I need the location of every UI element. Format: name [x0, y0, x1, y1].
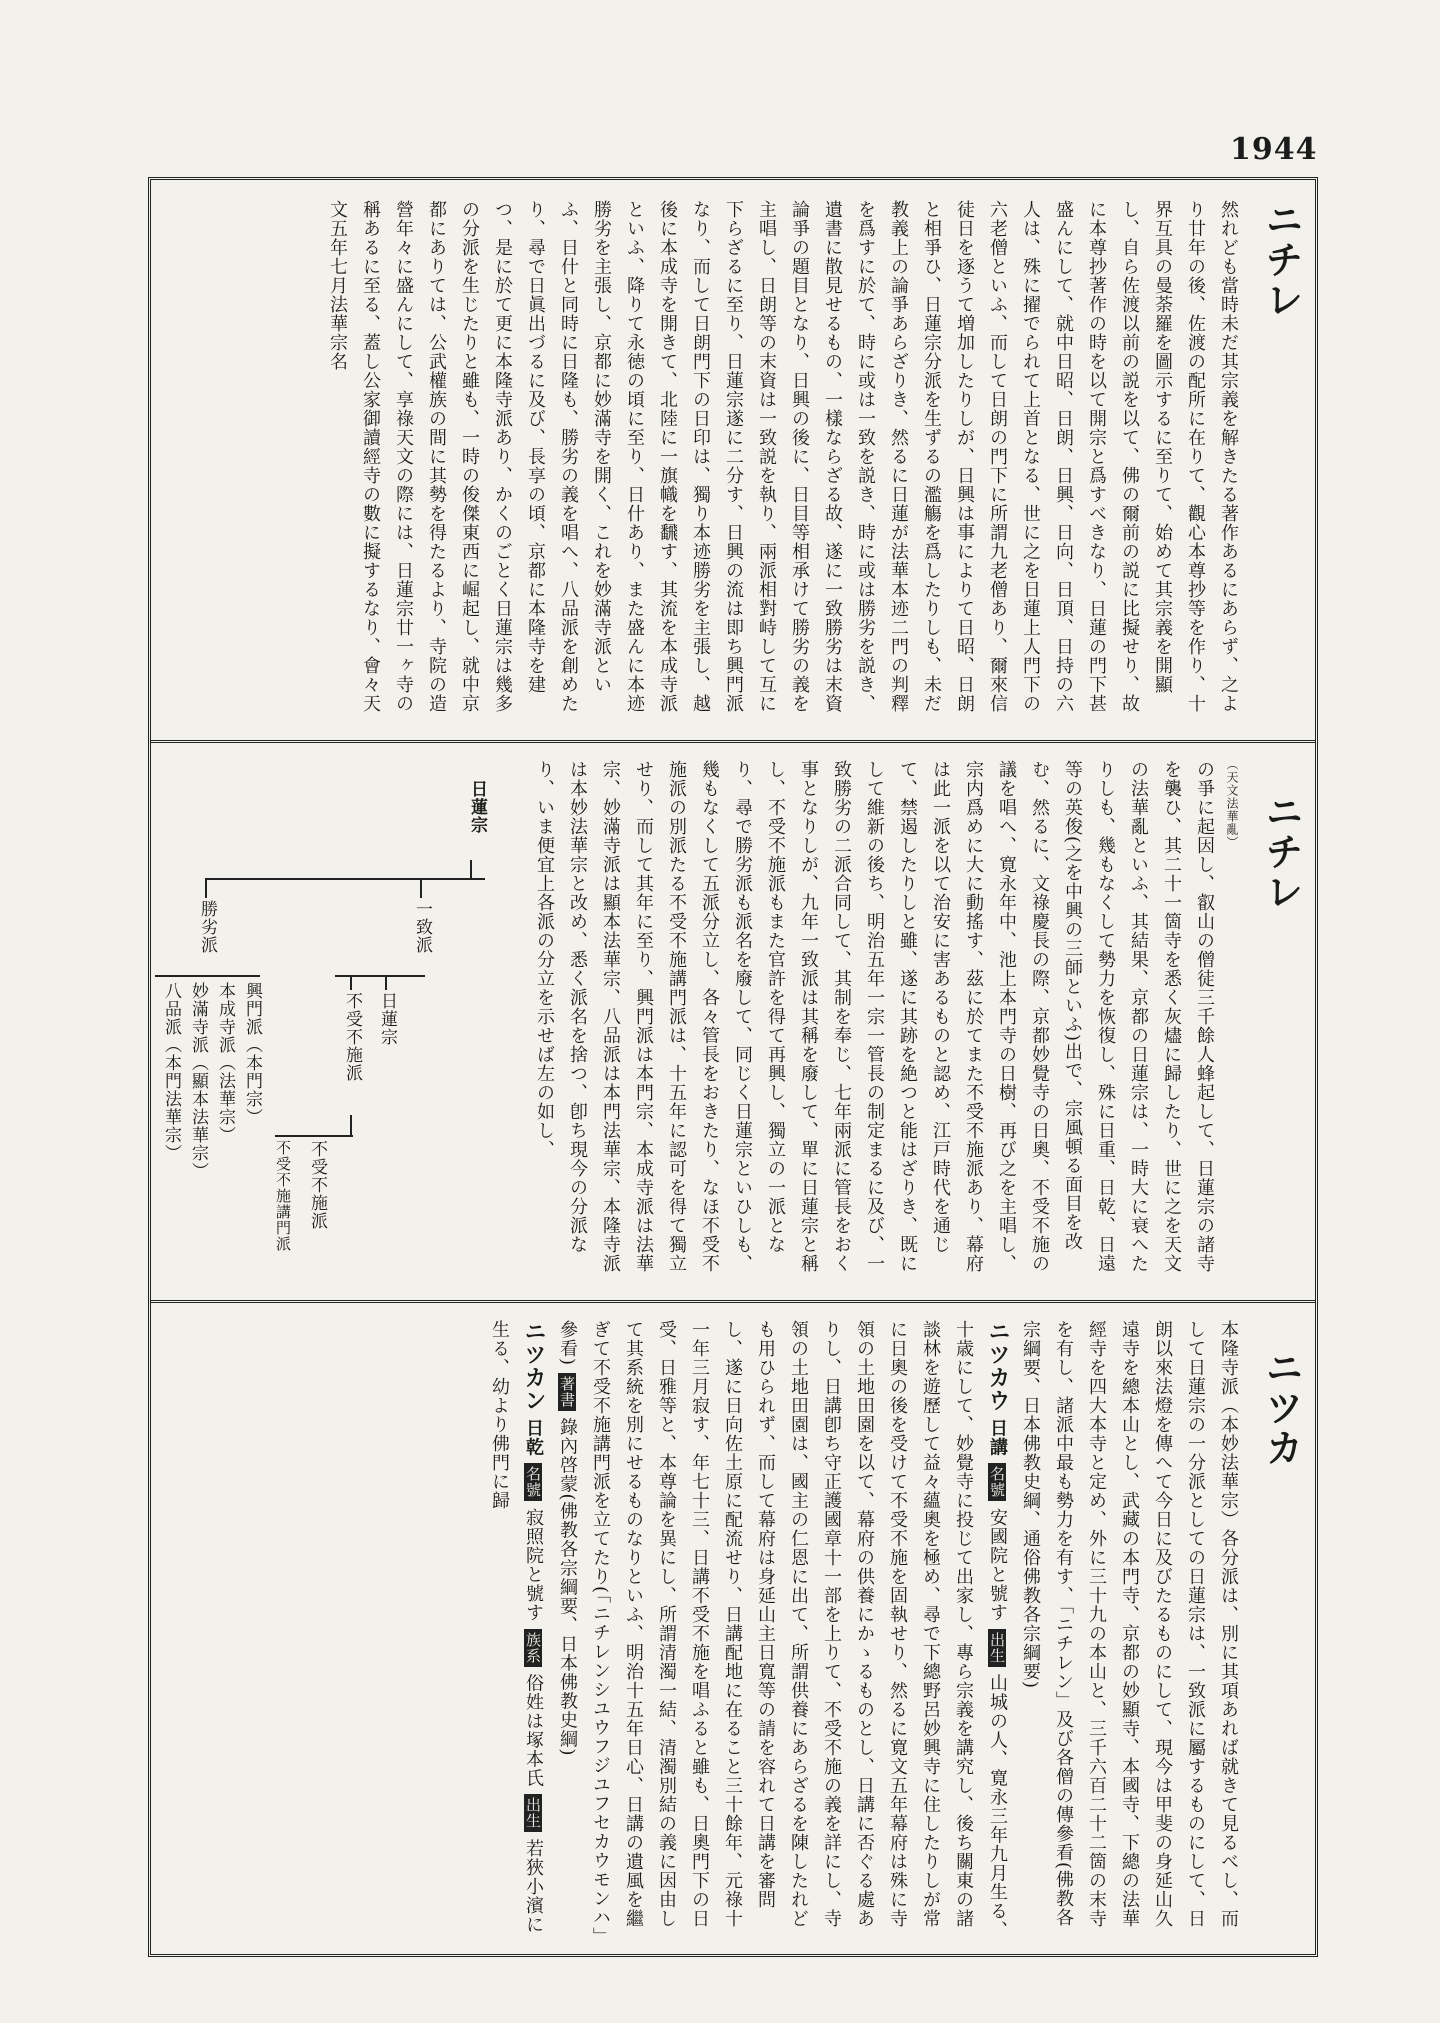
tree-line [205, 878, 485, 880]
label-box: 名號 [524, 1463, 542, 1501]
entry-nikkan-heading: ニツカン [521, 1320, 546, 1412]
tree-fujufuse: 不受不施派 [342, 992, 362, 1082]
sect-summary-paragraph: 各分派は、別に其項あれば就きて見るべし、而して日蓮宗の一分派としての日蓮宗は、一致派に屬するものにして、日朗以來法燈を傳へて今日に及びたるものにして、現今は甲斐の身延山久遠寺を總本山とし、武藏の本門寺、京都の妙顯寺、本國寺、下總の法華經寺を四大本寺と定め、外に三十九の本山と、三千六百二十二箇の末寺を有し、諸派中最も勢力を有す、「ニチレン」及び各僧の傳參看(佛教各宗綱要、日本佛教史綱、通俗佛教各宗綱要) [1020, 1320, 1239, 1928]
sect-tree-diagram [161, 760, 495, 1280]
label-box: 名號 [988, 1463, 1006, 1501]
tree-shoretsu: 勝劣派 [197, 900, 217, 954]
tree-fujufuse-child: 不受不施派 [307, 1140, 327, 1230]
tree-komon: 興門派（本門宗） [242, 982, 262, 1126]
tree-line [385, 975, 387, 990]
margin-caption: （天文法華亂） [1225, 758, 1239, 849]
heading-nitsuka: ニツカ [1259, 1348, 1303, 1468]
label-box: 出生 [524, 1794, 542, 1832]
entry-nikko-heading: ニツカウ [985, 1320, 1010, 1412]
label-box: 出生 [988, 1629, 1006, 1667]
section-history [165, 200, 1245, 720]
tree-line [470, 860, 472, 880]
tree-honjoji: 本成寺派（法華宗） [215, 982, 235, 1144]
label-box: 族系 [524, 1629, 542, 1667]
page-frame [148, 177, 1318, 1957]
honryuji-entry: 本隆寺派（本妙法華宗） [1218, 1320, 1239, 1529]
tree-fujufuse-koumon: 不受不施講門派 [274, 1140, 292, 1252]
tree-line [350, 1115, 352, 1135]
entry-nikko-name: 日講 [987, 1418, 1008, 1457]
entry-nikko-title: 安國院と號す [987, 1508, 1008, 1623]
section-divider [151, 740, 1315, 743]
entry-nikkan-body: 若狹小濱に生る、幼より佛門に歸 [489, 1320, 544, 1935]
tree-line [335, 975, 425, 977]
tree-line [155, 975, 260, 977]
heading-nichire-top: ニチレ [1259, 200, 1303, 320]
entry-nikko-works: 錄內啓蒙(佛教各宗綱要、日本佛教史綱) [557, 1417, 578, 1757]
entry-nikkan-title: 寂照院と號す [523, 1508, 544, 1623]
tree-root: 日蓮宗 [467, 780, 487, 834]
entries-column [165, 1320, 1245, 1940]
section-divider [151, 1300, 1315, 1303]
tree-line [350, 975, 352, 990]
entry-nikkan-family: 俗姓は塚本氏 [523, 1673, 544, 1788]
tree-nichiren: 日蓮宗 [377, 992, 397, 1046]
entry-nikkan-name: 日乾 [523, 1418, 544, 1457]
tree-line [275, 1135, 353, 1137]
section-entries [165, 1320, 1245, 1940]
label-box: 著書 [558, 1373, 576, 1411]
tree-icchi: 一致派 [412, 900, 432, 954]
tree-happon: 八品派（本門法華宗） [161, 982, 181, 1162]
entry-nikko-body: 山城の人、寛永三年九月生る、十歳にして、妙覺寺に投じて出家し、專ら宗義を講究し、後ち關東の諸談林を遊歷して益々蘊奧を極め、尋で下總野呂妙興寺に住したりしが常に日奧の後を受けて不受不施を固執せり、然るに寛文五年幕府は殊に寺領の土地田園を以て、幕府の供養にかゝるものとし、日講に否ぐる處ありし、日講卽ち守正護國章十一部を上りて、不受不施の義を詳にし、寺領の土地田園は、國主の仁恩に出て、所謂供養にあらざるを陳したれども用ひられず、而して幕府は身延山主日寬等の請を容れて日講を審問し、遂に日向佐土原に配流せり、日講配地に在ること三十餘年、元祿十一年三月寂す、年七十三、日講不受不施を唱ふると雖も、日奧門下の日受、日雅等と、本尊論を異にし、所謂清濁一結、清濁別結の義に因由して其系統を別にせるものなりといふ、明治十五年日心、日講の遺風を繼ぎて不受不施講門派を立てたり(「ニチレンシユウフジユフセカウモンハ」參看) [557, 1320, 1008, 1940]
tree-myomanji: 妙滿寺派（顯本法華宗） [188, 982, 208, 1180]
history-paragraph: 然れども當時未だ其宗義を解きたる著作あるにあらず、之より廿年の後、佐渡の配所に在りて、觀心本尊抄等を作り、十界互具の曼荼羅を圖示するに至りて、始めて其宗義を開顯し、自ら佐渡以前の説を以て、佛の爾前の説に比擬せり、故に本尊抄著作の時を以て開宗と爲すべきなり、日蓮の門下甚盛んにして、就中日昭、日朗、日興、日向、日頂、日持の六人は、殊に擢でられて上首となる、世に之を日蓮上人門下の六老僧といふ、而して日朗の門下に所謂九老僧あり、爾來信徒日を逐うて増加したりしが、日興は事によりて日昭、日朗と相爭ひ、日蓮宗分派を生ずるの濫觴を爲したりしも、未だ教義上の論爭あらざりき、然るに日蓮が法華本迹二門の判釋を爲すに於て、時に或は一致を説き、時に或は勝劣を説き、遺書に散見せるもの、一樣ならざる故、遂に一致勝劣は末資論爭の題目となり、日興の後に、日目等相承けて勝劣の義を主唱し、日朗等の末資は一致説を執り、兩派相對峙して互に下らざるに至り、日蓮宗遂に二分す、日興の流は即ち興門派なり、而して日朗門下の日印は、獨り本迹勝劣を主張し、越後に本成寺を開きて、北陸に一旗幟を飜す、其流を本成寺派といふ、降りて永徳の頃に至り、日什あり、また盛んに本迹勝劣を主張し、京都に妙滿寺を開く、これを妙滿寺派といふ、日什と同時に日隆も、勝劣の義を唱へ、八品派を創めたり、尋で日眞出づるに及び、長享の頃、京都に本隆寺を建つ、是に於て更に本隆寺派あり、かくのごとく日蓮宗は幾多の分派を生じたりと雖も、一時の俊傑東西に崛起し、就中京都にありては、公武權族の間に其勢を得たるより、寺院の造營年々に盛んにして、享祿天文の際には、日蓮宗廿一ヶ寺の稱あるに至る、蓋し公家御讀經寺の數に擬するなり、會々天文五年七月法華宗名 [327, 200, 1239, 713]
schism-paragraph: の爭に起因し、叡山の僧徒三千餘人蜂起して、日蓮宗の諸寺を襲ひ、其二十一箇寺を悉く灰燼に歸したり、世に之を天文の法華亂といふ、其結果、京都の日蓮宗は、一時大に衰へたりしも、幾もなくして勢力を恢復し、殊に日重、日乾、日遠等の英俊(之を中興の三師といふ)出で、宗風頓る面目を改む、然るに、文祿慶長の際、京都妙覺寺の日奧、不受不施の議を唱へ、寛永年中、池上本門寺の日樹、再び之を主唱し、宗内爲めに大に動搖す、茲に於てまた不受不施派あり、幕府は此一派を以て治安に害あるものと認め、江戸時代を通じて、禁遏したりしと雖、遂に其跡を絶つと能はざりき、既にして維新の後ち、明治五年一宗一管長の制定まるに及び、一致勝劣の二派合同して、其制を奉じ、七年兩派に管長をおく事となりしが、九年一致派は其稱を廢して、單に日蓮宗と稱し、不受不施派もまた官許を得て再興し、獨立の一派となり、尋で勝劣派も派名を廢して、同じく日蓮宗といひしも、幾もなくして五派分立し、各々管長をおきたり、なほ不受不施派の別派たる不受不施講門派は、十五年に認可を得て獨立せり、而して其年に至り、興門派は本門宗、本成寺派は法華宗、妙滿寺派は顯本法華宗、八品派は本門法華宗、本隆寺派は本妙法華宗と改め、悉く派名を捨つ、卽ち現今の分派なり、いま便宜上各派の分立を示せば左の如し、 [534, 760, 1215, 1273]
heading-nichire-middle: ニチレ [1259, 792, 1303, 912]
tree-line [420, 878, 422, 898]
section-schism [161, 758, 1245, 1280]
page-number: 1944 [1230, 132, 1318, 167]
tree-line [205, 878, 207, 898]
